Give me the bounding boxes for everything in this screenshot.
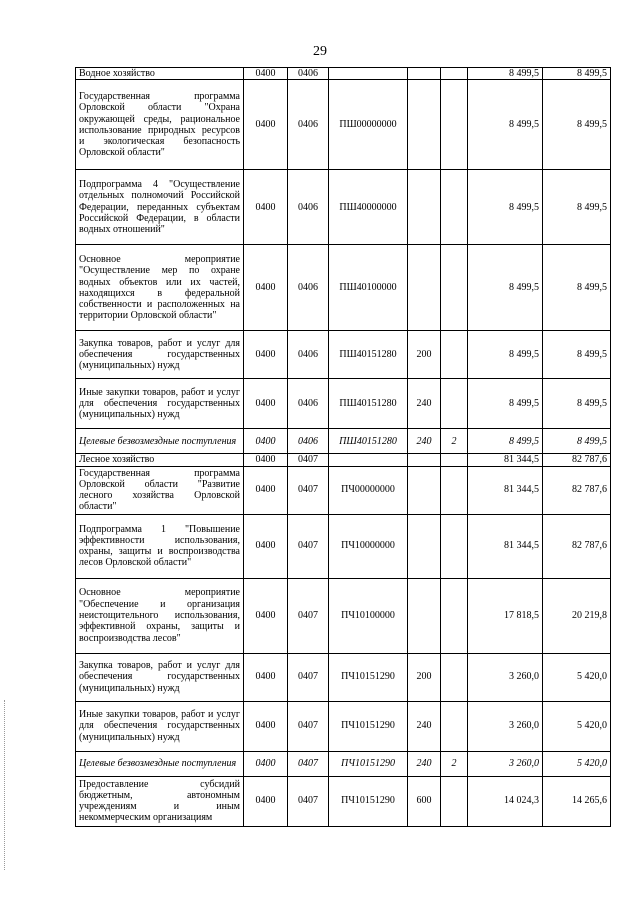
- target-article-cell: ПЧ10151290: [329, 653, 408, 701]
- funding-source-cell: [441, 379, 468, 429]
- amount-year-2-cell: 82 787,6: [543, 454, 611, 466]
- expense-type-cell: [408, 466, 441, 514]
- expense-type-cell: 600: [408, 776, 441, 826]
- item-name-cell: Иные закупки товаров, работ и услуг для обеспечения государственных (муниципальных) нужд: [76, 701, 244, 751]
- funding-source-cell: [441, 331, 468, 379]
- amount-year-2-cell: 14 265,6: [543, 776, 611, 826]
- subsection-code-cell: 0407: [288, 776, 329, 826]
- amount-year-1-cell: 3 260,0: [468, 653, 543, 701]
- table-row: [76, 466, 611, 514]
- amount-year-1-cell: 8 499,5: [468, 170, 543, 245]
- subsection-code-cell: 0407: [288, 751, 329, 776]
- target-article-cell: ПЧ10151290: [329, 776, 408, 826]
- section-code-cell: 0400: [244, 776, 288, 826]
- table-row: [76, 514, 611, 578]
- amount-year-2-cell: 8 499,5: [543, 429, 611, 454]
- item-name-cell: Подпрограмма 1 "Повышение эффективности использования, охраны, защиты и воспроизводства лесов Орловской области": [76, 514, 244, 578]
- subsection-code-cell: 0406: [288, 245, 329, 331]
- amount-year-1-cell: 8 499,5: [468, 245, 543, 331]
- amount-year-2-cell: 82 787,6: [543, 514, 611, 578]
- amount-year-2-cell: 5 420,0: [543, 653, 611, 701]
- section-code-cell: 0400: [244, 514, 288, 578]
- funding-source-cell: [441, 701, 468, 751]
- subsection-code-cell: 0406: [288, 170, 329, 245]
- item-name-cell: Закупка товаров, работ и услуг для обеспечения государственных (муниципальных) нужд: [76, 331, 244, 379]
- amount-year-1-cell: 81 344,5: [468, 514, 543, 578]
- table-row: [76, 701, 611, 751]
- funding-source-cell: [441, 80, 468, 170]
- amount-year-1-cell: 17 818,5: [468, 578, 543, 653]
- target-article-cell: ПШ00000000: [329, 80, 408, 170]
- amount-year-1-cell: 81 344,5: [468, 454, 543, 466]
- item-name-cell: Целевые безвозмездные поступления: [76, 429, 244, 454]
- target-article-cell: ПЧ10000000: [329, 514, 408, 578]
- target-article-cell: ПШ40151280: [329, 429, 408, 454]
- expense-type-cell: 240: [408, 701, 441, 751]
- expense-type-cell: [408, 170, 441, 245]
- expense-type-cell: 240: [408, 379, 441, 429]
- subsection-code-cell: 0406: [288, 68, 329, 80]
- target-article-cell: ПЧ00000000: [329, 466, 408, 514]
- table-row: [76, 653, 611, 701]
- target-article-cell: ПЧ10151290: [329, 701, 408, 751]
- section-code-cell: 0400: [244, 466, 288, 514]
- item-name-cell: Целевые безвозмездные поступления: [76, 751, 244, 776]
- amount-year-2-cell: 8 499,5: [543, 379, 611, 429]
- expense-type-cell: 240: [408, 751, 441, 776]
- expense-type-cell: [408, 454, 441, 466]
- target-article-cell: ПШ40000000: [329, 170, 408, 245]
- amount-year-1-cell: 8 499,5: [468, 379, 543, 429]
- amount-year-1-cell: 81 344,5: [468, 466, 543, 514]
- amount-year-2-cell: 20 219,8: [543, 578, 611, 653]
- funding-source-cell: [441, 466, 468, 514]
- funding-source-cell: [441, 653, 468, 701]
- subsection-code-cell: 0407: [288, 653, 329, 701]
- section-code-cell: 0400: [244, 80, 288, 170]
- table-row: [76, 68, 611, 80]
- table-row: [76, 245, 611, 331]
- item-name-cell: Водное хозяйство: [76, 68, 244, 80]
- funding-source-cell: [441, 578, 468, 653]
- target-article-cell: ПШ40151280: [329, 331, 408, 379]
- section-code-cell: 0400: [244, 653, 288, 701]
- item-name-cell: Основное мероприятие "Осуществление мер по охране водных объектов или их частей, находящихся в федеральной собственности и расположенных на территории Орловской области": [76, 245, 244, 331]
- expense-type-cell: 200: [408, 331, 441, 379]
- section-code-cell: 0400: [244, 331, 288, 379]
- table-row: [76, 429, 611, 454]
- amount-year-1-cell: 8 499,5: [468, 429, 543, 454]
- amount-year-1-cell: 14 024,3: [468, 776, 543, 826]
- table-row: [76, 331, 611, 379]
- section-code-cell: 0400: [244, 751, 288, 776]
- table-row: [76, 454, 611, 466]
- expense-type-cell: [408, 578, 441, 653]
- amount-year-2-cell: 8 499,5: [543, 170, 611, 245]
- expense-type-cell: 240: [408, 429, 441, 454]
- subsection-code-cell: 0407: [288, 514, 329, 578]
- section-code-cell: 0400: [244, 454, 288, 466]
- amount-year-2-cell: 5 420,0: [543, 751, 611, 776]
- expense-type-cell: 200: [408, 653, 441, 701]
- funding-source-cell: [441, 170, 468, 245]
- table-row: [76, 578, 611, 653]
- section-code-cell: 0400: [244, 701, 288, 751]
- table-row: [76, 170, 611, 245]
- target-article-cell: [329, 68, 408, 80]
- item-name-cell: Предоставление субсидий бюджетным, автономным учреждениям и иным некоммерческим организациям: [76, 776, 244, 826]
- amount-year-1-cell: 3 260,0: [468, 701, 543, 751]
- amount-year-2-cell: 8 499,5: [543, 331, 611, 379]
- funding-source-cell: [441, 454, 468, 466]
- item-name-cell: Иные закупки товаров, работ и услуг для обеспечения государственных (муниципальных) нужд: [76, 379, 244, 429]
- table-row: [76, 379, 611, 429]
- item-name-cell: Государственная программа Орловской области "Развитие лесного хозяйства Орловской области": [76, 466, 244, 514]
- expense-type-cell: [408, 514, 441, 578]
- subsection-code-cell: 0406: [288, 379, 329, 429]
- expense-type-cell: [408, 80, 441, 170]
- funding-source-cell: [441, 776, 468, 826]
- amount-year-1-cell: 3 260,0: [468, 751, 543, 776]
- funding-source-cell: [441, 68, 468, 80]
- item-name-cell: Подпрограмма 4 "Осуществление отдельных полномочий Российской Федерации, переданных субъектам Российской Федерации, в области водных отношений": [76, 170, 244, 245]
- funding-source-cell: [441, 245, 468, 331]
- section-code-cell: 0400: [244, 170, 288, 245]
- amount-year-2-cell: 8 499,5: [543, 68, 611, 80]
- target-article-cell: ПШ40151280: [329, 379, 408, 429]
- section-code-cell: 0400: [244, 245, 288, 331]
- table-row: [76, 751, 611, 776]
- funding-source-cell: 2: [441, 429, 468, 454]
- subsection-code-cell: 0406: [288, 80, 329, 170]
- funding-source-cell: [441, 514, 468, 578]
- target-article-cell: ПЧ10100000: [329, 578, 408, 653]
- table-row: [76, 80, 611, 170]
- item-name-cell: Государственная программа Орловской области "Охрана окружающей среды, рациональное использование природных ресурсов и экологическая безопасность Орловской области": [76, 80, 244, 170]
- section-code-cell: 0400: [244, 429, 288, 454]
- target-article-cell: ПЧ10151290: [329, 751, 408, 776]
- item-name-cell: Лесное хозяйство: [76, 454, 244, 466]
- expense-type-cell: [408, 68, 441, 80]
- target-article-cell: [329, 454, 408, 466]
- item-name-cell: Закупка товаров, работ и услуг для обеспечения государственных (муниципальных) нужд: [76, 653, 244, 701]
- subsection-code-cell: 0407: [288, 454, 329, 466]
- item-name-cell: Основное мероприятие "Обеспечение и организация неистощительного использования, эффективной охраны, защиты и воспроизводства лесов": [76, 578, 244, 653]
- target-article-cell: ПШ40100000: [329, 245, 408, 331]
- amount-year-1-cell: 8 499,5: [468, 331, 543, 379]
- funding-source-cell: 2: [441, 751, 468, 776]
- table-row: [76, 776, 611, 826]
- amount-year-1-cell: 8 499,5: [468, 80, 543, 170]
- margin-binding-marks: [4, 700, 13, 870]
- table-body: [76, 68, 611, 827]
- subsection-code-cell: 0407: [288, 466, 329, 514]
- page-number: 29: [313, 44, 327, 59]
- subsection-code-cell: 0407: [288, 701, 329, 751]
- subsection-code-cell: 0406: [288, 331, 329, 379]
- budget-table: [75, 67, 611, 827]
- amount-year-2-cell: 5 420,0: [543, 701, 611, 751]
- section-code-cell: 0400: [244, 379, 288, 429]
- amount-year-2-cell: 82 787,6: [543, 466, 611, 514]
- amount-year-1-cell: 8 499,5: [468, 68, 543, 80]
- amount-year-2-cell: 8 499,5: [543, 245, 611, 331]
- expense-type-cell: [408, 245, 441, 331]
- subsection-code-cell: 0406: [288, 429, 329, 454]
- section-code-cell: 0400: [244, 578, 288, 653]
- subsection-code-cell: 0407: [288, 578, 329, 653]
- section-code-cell: 0400: [244, 68, 288, 80]
- amount-year-2-cell: 8 499,5: [543, 80, 611, 170]
